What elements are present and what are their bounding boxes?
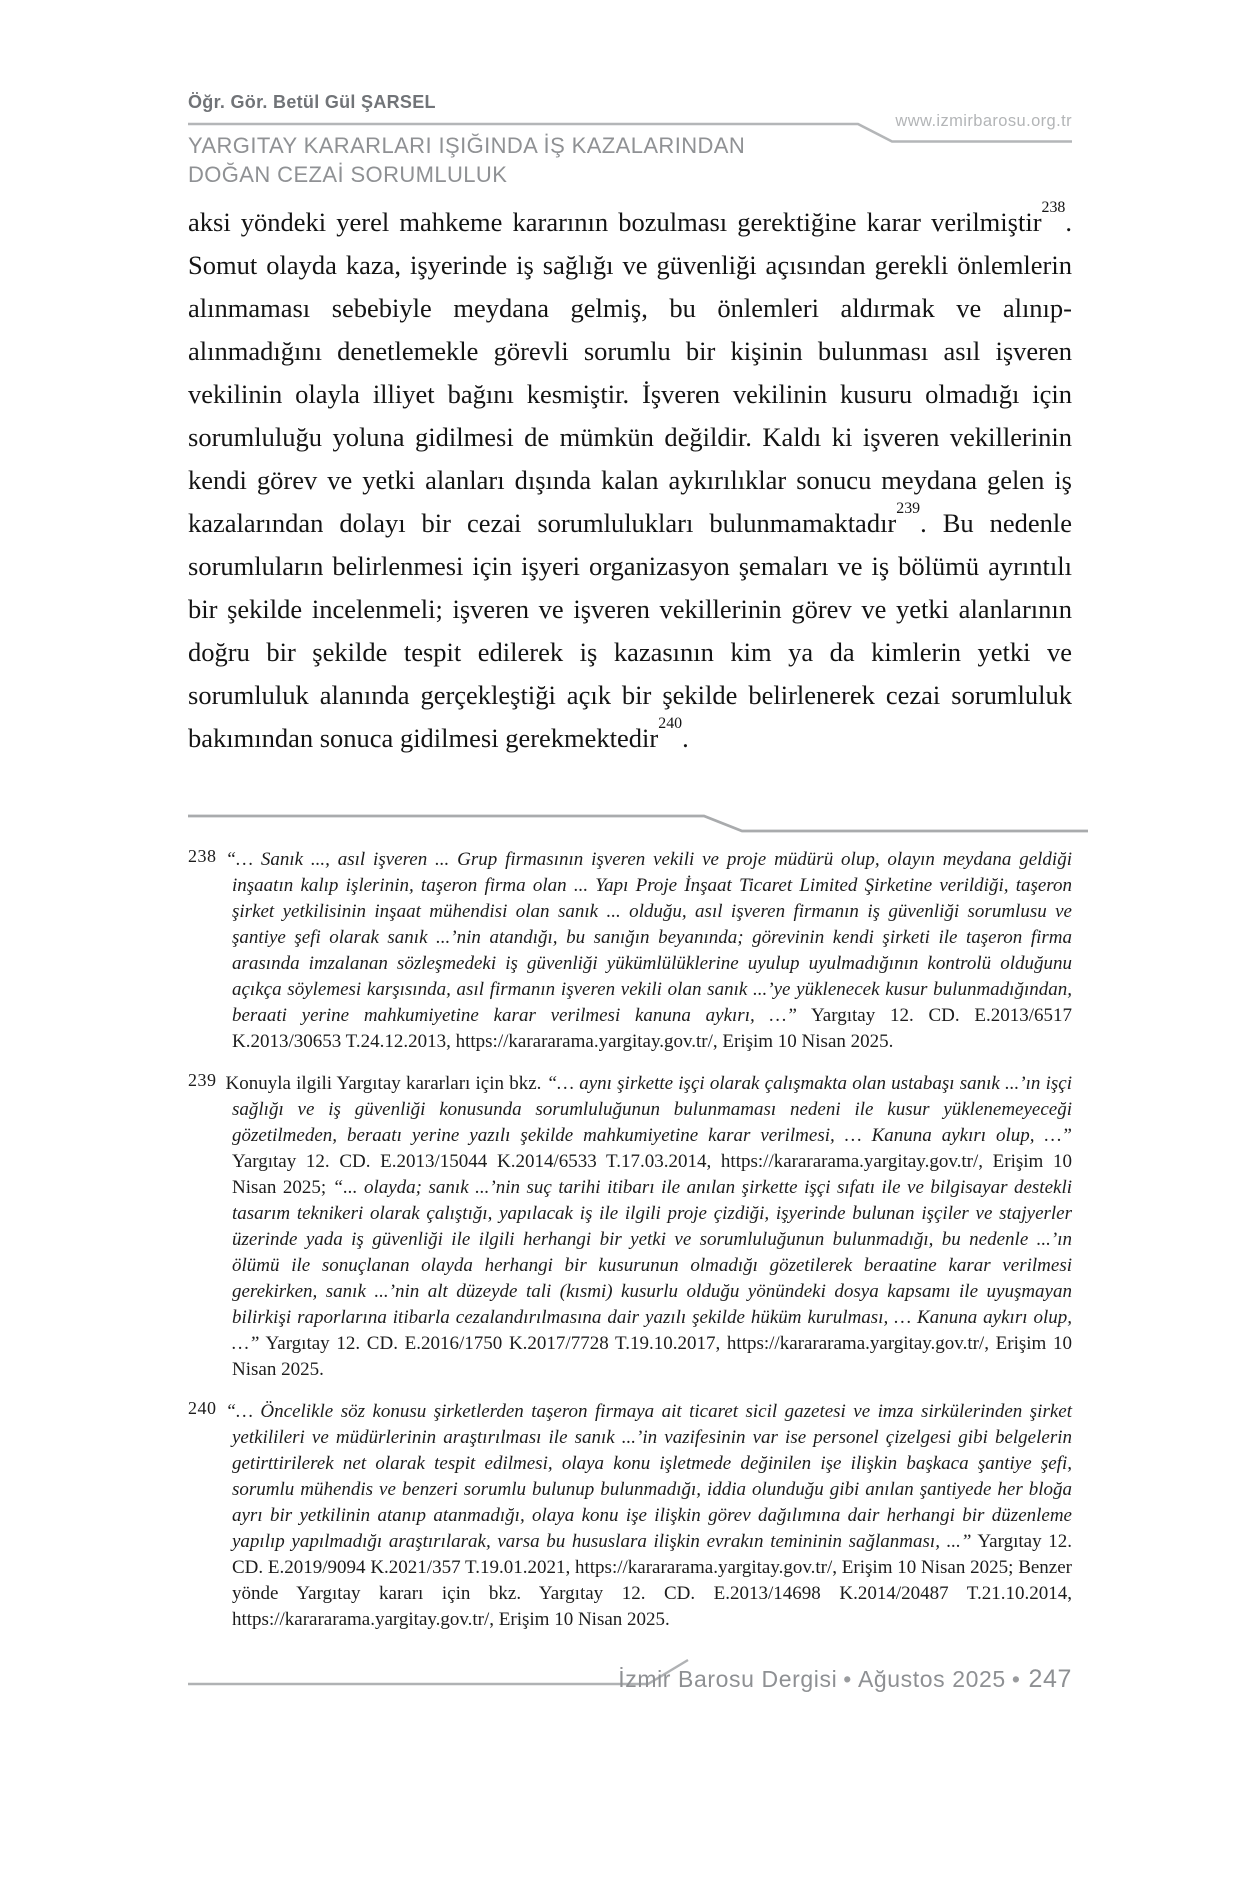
bullet-separator: • [843,1666,852,1692]
footnote-240 [188,1398,1072,1633]
footnotes-section [188,846,1072,1648]
footnote-quote: “… Sanık ..., asıl işveren ... Grup firmasının işveren vekili ve proje müdürü olup, olayın meydana geldiği inşaatın kalıp işlerinin, taşeron firma olan ... Yapı Proje İnşaat Ticaret Limited Şirketine verildiği, taşeron şirket yetkilisinin inşaat mühendisi olan sanık ... olduğu, asıl işveren firmanın iş güvenliği sorumlusu ve şantiye şefi olarak sanık ...’nin atandığı, bu sanığın beyanında; görevinin kendi şirketi ile taşeron firma arasında imzalanan sözleşmedeki iş güvenliği yükümlülüklerine uyulup uyulmadığının kontrolü olduğunu açıkça söylemesi karşısında, asıl firmanın işveren vekili olan sanık ...’ye yüklenecek kusur bulunmadığından, beraati yerine mahkumiyetine karar verilmesi kanuna aykırı, …” [225,849,1072,1026]
body-text-run: . Bu nedenle sorumluların belirlenmesi için işyeri organizasyon şemaları ve iş bölümü ayrıntılı bir şekilde incelenmeli; işveren ve işveren vekillerinin görev ve yetki alanlarının doğru bir şekilde tespit edilerek iş kazasının kim ya da kimlerin yetki ve sorumluluk alanında gerçekleştiği açık bir şekilde belirlenerek cezai sorumluluk bakımından sonuca gidilmesi gerekmektedir [188,508,1073,753]
footnote-ref-238: 238 [1041,199,1066,217]
footnote-quote: “… Öncelikle söz konusu şirketlerden taşeron firmaya ait ticaret sicil gazetesi ve imza sirkülerinden şirket yetkilileri ve müdürlerinin araştırılması ile sanık ...’in vazifesinin var ise personel çizelgesi gibi belgelerin getirttirilerek net olarak tespit edilmesi, olaya konu işletmede değinilen işe ilişkin başkaca şantiye şefi, sorumlu mühendis ve benzeri sorumlu bulunup bulunmadığı, iddia olunduğu gibi anılan şantiyede her bloğa ayrı bir yetkilinin atanıp atanmadığı, olaya konu işe ilişkin görev dağılımına dair herhangi bir düzenleme yapılıp yapılmadığı araştırılarak, varsa bu hususlara ilişkin evrakın temininin sağlanması, ...” [225,1401,1072,1552]
footnote-citation: Yargıtay 12. CD. E.2013/6517 K.2013/30653 T.24.12.2013, https://karararama.yargitay.gov.tr/, Erişim 10 Nisan 2025. [232,1005,1072,1052]
footnote-divider-rule [188,816,1088,831]
footnote-ref-239: 239 [896,500,921,518]
article-title-line2: DOĞAN CEZAİ SORUMLULUK [188,162,508,187]
footnote-number: 239 [188,1070,217,1090]
footnote-quote: “... olayda; sanık ...’nin suç tarihi itibarı ile anılan şirkette işçi sıfatı ile ve bilgisayar destekli tasarım teknikeri olarak çalıştığı, yapılacak iş ile ilgili proje çizdiği, işyerinde bulunan işçiler ve stajyerler üzerinde yada iş güvenliği ile ilgili herhangi bir yetki ve sorumluluğunun bulunmadığı, bu nedenle ...’ın ölümü ile sonuçlanan olayda herhangi bir kusurunun olmadığı gözetilerek beraatine karar verilmesi gerekirken, sanık ...’nin alt düzeyde tali (kısmi) kusurlu olduğu yönündeki dosya kapsamı ile uyuşmayan bilirkişi raporlarına itibarla cezalandırılmasına dair yazılı şekilde hüküm kurulması, … Kanuna aykırı olup, …” [232,1177,1073,1354]
footnote-ref-240: 240 [658,715,683,733]
article-title-line1: YARGITAY KARARLARI IŞIĞINDA İŞ KAZALARINDAN [188,133,746,158]
issue-date: Ağustos 2025 [857,1666,1006,1692]
article-title [188,131,745,189]
author-name: Öğr. Gör. Betül Gül ŞARSEL [188,92,436,112]
body-text-run: . Somut olayda kaza, işyerinde iş sağlığı ve güvenliği açısından gerekli önlemlerin alınmaması sebebiyle meydana gelmiş, bu önlemleri aldırmak ve alınıp-alınmadığını denetlemekle görevli sorumlu bir kişinin bulunması asıl işveren vekilinin olayla illiyet bağını kesmiştir. İşveren vekilinin kusuru olmadığı için sorumluluğu yoluna gidilmesi de mümkün değildir. Kaldı ki işveren vekillerinin kendi görev ve yetki alanları dışında kalan aykırılıklar sonucu meydana gelen iş kazalarından dolayı bir cezai sorumlulukları bulunmamaktadır [188,207,1072,538]
page-footer [618,1665,1072,1694]
footnote-citation: Yargıtay 12. CD. E.2016/1750 K.2017/7728 T.19.10.2017, https://karararama.yargitay.gov.tr/, Erişim 10 Nisan 2025. [232,1333,1072,1380]
footnote-citation: Yargıtay 12. CD. E.2019/9094 K.2021/357 T.19.01.2021, https://karararama.yargitay.gov.tr/, Erişim 10 Nisan 2025; Benzer yönde Yargıtay kararı için bkz. Yargıtay 12. CD. E.2013/14698 K.2014/20487 T.21.10.2014, https://karararama.yargitay.gov.tr/, Erişim 10 Nisan 2025. [232,1531,1072,1630]
page-number: 247 [1028,1665,1072,1693]
bullet-separator: • [1011,1666,1021,1692]
footnote-number: 238 [188,846,217,866]
footnote-intro: Konuyla ilgili Yargıtay kararları için bkz. [225,1073,547,1094]
footnote-quote: “… aynı şirkette işçi olarak çalışmakta olan ustabaşı sanık ...’ın işçi sağlığı ve iş güvenliği konusunda sorumluluğunun bulunmaması nedeni ile kusur yüklenemeyeceği gözetilmeden, beraatı yerine yazılı şekilde mahkumiyetine karar verilmesi, … Kanuna aykırı olup, …” [232,1073,1072,1146]
body-text-run: aksi yöndeki yerel mahkeme kararının bozulması gerektiğine karar verilmiştir [188,207,1042,237]
footnote-citation: Yargıtay 12. CD. E.2013/15044 K.2014/6533 T.17.03.2014, https://karararama.yargitay.gov.tr/, Erişim 10 Nisan 2025; [232,1151,1072,1198]
footnote-239 [188,1070,1072,1383]
body-paragraph [188,201,1072,760]
footnote-number: 240 [188,1398,217,1418]
footer-rule [188,1660,688,1684]
journal-name: İzmir Barosu Dergisi [618,1666,838,1692]
body-text-run: . [682,723,689,753]
footnote-238 [188,846,1072,1055]
journal-website-url: www.izmirbarosu.org.tr [895,112,1072,130]
